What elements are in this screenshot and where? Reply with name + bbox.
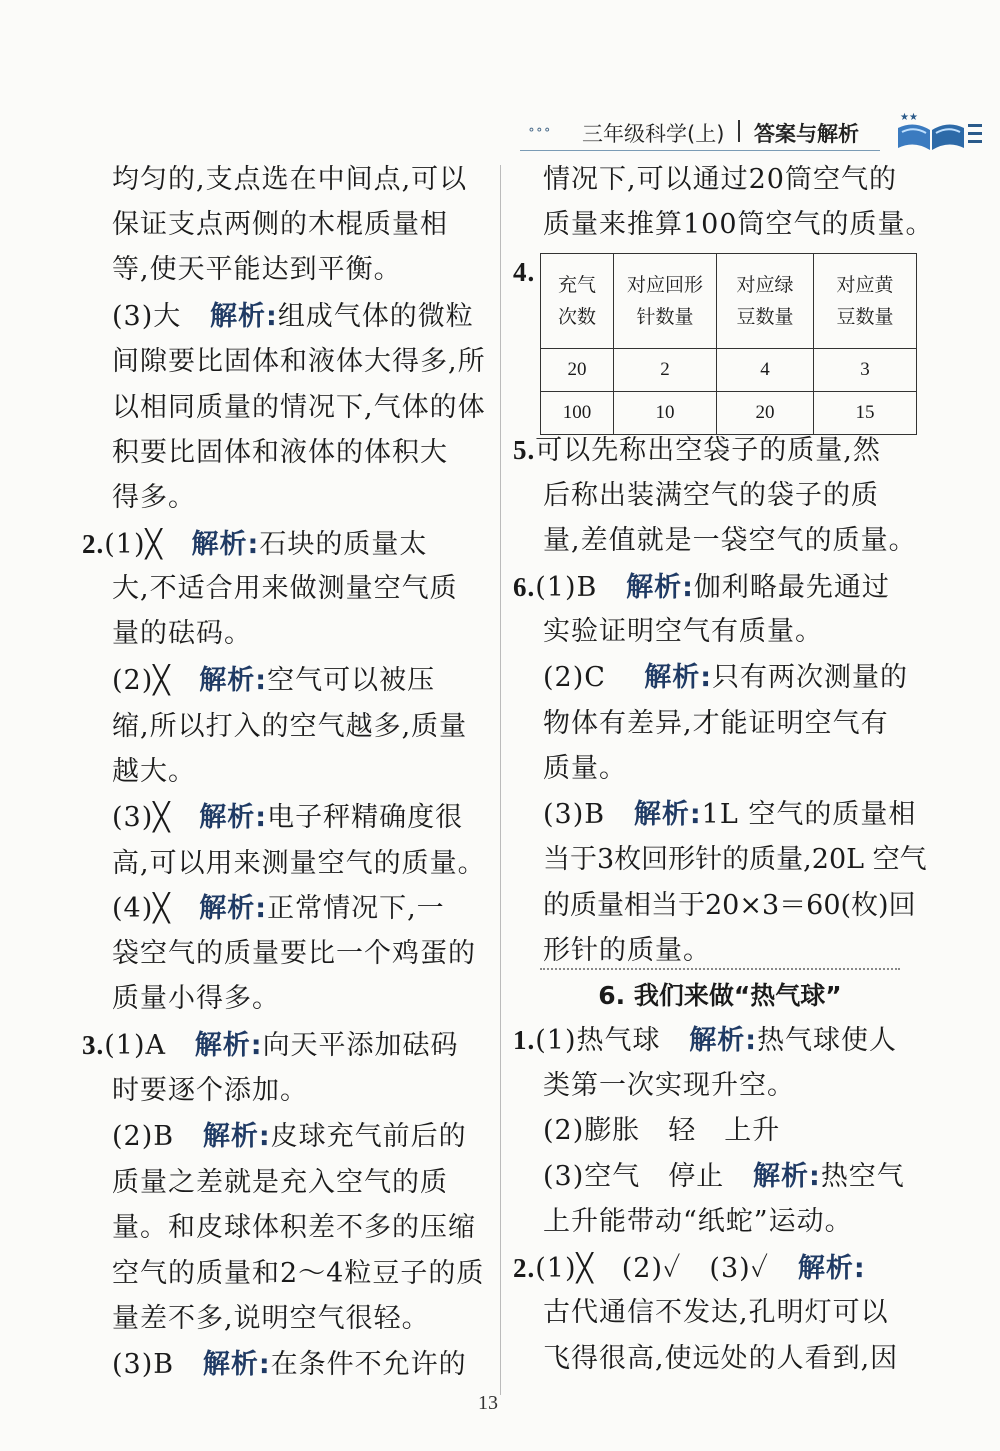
question-line — [513, 1246, 866, 1290]
analysis-label: 解析: — [753, 1161, 821, 1192]
table-cell: 4 — [717, 349, 814, 392]
answer-text: (1)╳ (2)✓ (3)✓ — [535, 1253, 770, 1284]
text-line: 类第一次实现升空。 — [543, 1070, 795, 1101]
answer-line — [112, 1343, 467, 1387]
analysis-label: 解析: — [626, 572, 694, 603]
header-subject: 三年级科学(上) — [582, 122, 725, 146]
table-row — [541, 349, 917, 392]
question-number: 1. — [513, 1025, 536, 1055]
analysis-text: 在条件不允许的 — [270, 1349, 467, 1380]
text-line: 质量来推算100筒空气的质量。 — [543, 209, 934, 240]
table-cell: 10 — [614, 392, 717, 435]
table-cell: 100 — [541, 392, 614, 435]
text-line: 物体有差异,才能证明空气有 — [543, 708, 889, 739]
text-line: 实验证明空气有质量。 — [543, 616, 823, 647]
answer-line — [112, 295, 474, 339]
question-line — [513, 428, 881, 472]
answer-line — [112, 796, 463, 840]
table-header-cell: 对应绿 豆数量 — [717, 254, 814, 349]
answer-text: (3)大 — [112, 301, 182, 332]
question-number: 6. — [513, 572, 536, 602]
text-line: 量差不多,说明空气很轻。 — [112, 1303, 430, 1334]
table-cell: 2 — [614, 349, 717, 392]
text-line: 间隙要比固体和液体大得多,所 — [112, 346, 486, 377]
analysis-text: 1L 空气的质量相 — [701, 799, 917, 830]
answer-line — [543, 1155, 905, 1199]
question-number: 2. — [513, 1253, 536, 1283]
text-line: 均匀的,支点选在中间点,可以 — [112, 164, 468, 195]
dotted-rule — [540, 968, 900, 970]
answer-line — [112, 659, 435, 703]
analysis-label: 解析: — [199, 893, 268, 924]
analysis-label: 解析: — [202, 1121, 271, 1152]
question-line — [82, 1023, 459, 1067]
answer-text: (3)B — [543, 799, 606, 830]
text-line: 大,不适合用来做测量空气质 — [112, 573, 458, 604]
text-line: 得多。 — [112, 482, 196, 513]
column-divider — [500, 165, 501, 1395]
text-line: 古代通信不发达,孔明灯可以 — [543, 1297, 889, 1328]
text-line: 以相同质量的情况下,气体的体 — [112, 392, 486, 423]
table-cell: 15 — [814, 392, 917, 435]
svg-text:★★: ★★ — [900, 112, 918, 123]
analysis-label: 解析: — [210, 301, 278, 332]
answer-text: (2)C — [543, 662, 606, 693]
analysis-text: 热空气 — [820, 1161, 905, 1192]
question-line — [513, 565, 890, 609]
analysis-text: 伽利略最先通过 — [693, 572, 890, 603]
text-line: 质量之差就是充入空气的质 — [112, 1167, 448, 1198]
analysis-label: 解析: — [644, 662, 713, 693]
table-header-cell: 对应黄 豆数量 — [814, 254, 917, 349]
analysis-text: 向天平添加砝码 — [262, 1030, 459, 1061]
answer-text: (1)B — [535, 572, 598, 603]
answer-text: (4)╳ — [112, 893, 171, 924]
answer-text: (3)B — [112, 1349, 175, 1380]
table-header-cell: 充气 次数 — [541, 254, 614, 349]
section-heading — [540, 968, 900, 1018]
text-line: 积要比固体和液体的体积大 — [112, 437, 448, 468]
analysis-text: 正常情况下,一 — [267, 893, 445, 924]
question-number: 4. — [513, 257, 536, 287]
text-line: 量。和皮球体积差不多的压缩 — [112, 1212, 476, 1243]
text-line: 越大。 — [112, 756, 196, 787]
text-line: (2)膨胀 轻 上升 — [543, 1115, 781, 1146]
answer-text: (3)空气 停止 — [543, 1161, 725, 1192]
analysis-label: 解析: — [797, 1253, 866, 1284]
analysis-text: 热气球使人 — [757, 1025, 898, 1056]
question-line — [513, 1018, 897, 1062]
text-line: 时要逐个添加。 — [112, 1075, 308, 1106]
answer-text: (1)A — [104, 1030, 166, 1061]
text-line: 上升能带动“纸蛇”运动。 — [543, 1206, 853, 1237]
text-line: 质量小得多。 — [112, 983, 280, 1014]
text-line: 空气的质量和2～4粒豆子的质 — [112, 1258, 485, 1289]
answer-line — [112, 887, 445, 931]
text-line: 飞得很高,使远处的人看到,因 — [543, 1343, 899, 1374]
text-line: 可以先称出空袋子的质量,然 — [535, 435, 881, 466]
analysis-text: 组成气体的微粒 — [277, 301, 474, 332]
analysis-text: 石块的质量太 — [259, 529, 428, 560]
text-line: 保证支点两侧的木棍质量相 — [112, 209, 448, 240]
text-line: 当于3枚回形针的质量,20L 空气 — [543, 844, 927, 875]
text-line: 情况下,可以通过20筒空气的 — [543, 164, 897, 195]
table-cell: 3 — [814, 349, 917, 392]
analysis-text: 只有两次测量的 — [712, 662, 909, 693]
data-table — [540, 253, 917, 435]
answer-line — [543, 656, 908, 700]
page-header — [520, 108, 990, 158]
answer-text: (1)热气球 — [535, 1025, 661, 1056]
question-number: 2. — [82, 529, 105, 559]
answer-line — [543, 793, 916, 837]
answer-text: (2)B — [112, 1121, 175, 1152]
text-line: 量,差值就是一袋空气的质量。 — [543, 525, 917, 556]
table-header-cell: 对应回形 针数量 — [614, 254, 717, 349]
answer-text: (1)╳ — [104, 529, 163, 560]
question-line — [82, 522, 427, 566]
table-cell: 20 — [717, 392, 814, 435]
text-line: 袋空气的质量要比一个鸡蛋的 — [112, 938, 476, 969]
analysis-label: 解析: — [199, 665, 268, 696]
text-line: 质量。 — [543, 753, 627, 784]
text-line: 量的砝码。 — [112, 618, 252, 649]
table-cell: 20 — [541, 349, 614, 392]
analysis-label: 解析: — [202, 1349, 271, 1380]
answer-text: (3)╳ — [112, 802, 171, 833]
analysis-text: 电子秤精确度很 — [267, 802, 464, 833]
text-line: 缩,所以打入的空气越多,质量 — [112, 711, 468, 742]
table-header-row — [541, 254, 917, 349]
section-title: 6. 我们来做“热气球” — [598, 981, 842, 1010]
analysis-label: 解析: — [191, 529, 260, 560]
analysis-label: 解析: — [199, 802, 268, 833]
page-number: 13 — [478, 1392, 498, 1414]
analysis-text: 空气可以被压 — [267, 665, 436, 696]
header-separator — [738, 120, 740, 142]
question-number: 3. — [82, 1030, 105, 1060]
analysis-label: 解析: — [194, 1030, 263, 1061]
text-line: 高,可以用来测量空气的质量。 — [112, 848, 486, 879]
analysis-label: 解析: — [689, 1025, 758, 1056]
dots-decoration-icon: ∘∘∘ — [528, 122, 552, 138]
answer-text: (2)╳ — [112, 665, 171, 696]
header-underline — [520, 150, 880, 151]
text-line: 的质量相当于20×3＝60(枚)回 — [543, 890, 916, 921]
text-line: 等,使天平能达到平衡。 — [112, 254, 402, 285]
analysis-label: 解析: — [633, 799, 702, 830]
header-section: 答案与解析 — [754, 122, 859, 146]
text-line: 后称出装满空气的袋子的质 — [543, 480, 879, 511]
answer-line — [112, 1115, 467, 1159]
analysis-text: 皮球充气前后的 — [270, 1121, 467, 1152]
open-book-icon — [892, 108, 982, 154]
question-number: 5. — [513, 435, 536, 465]
text-line: 形针的质量。 — [543, 935, 711, 966]
